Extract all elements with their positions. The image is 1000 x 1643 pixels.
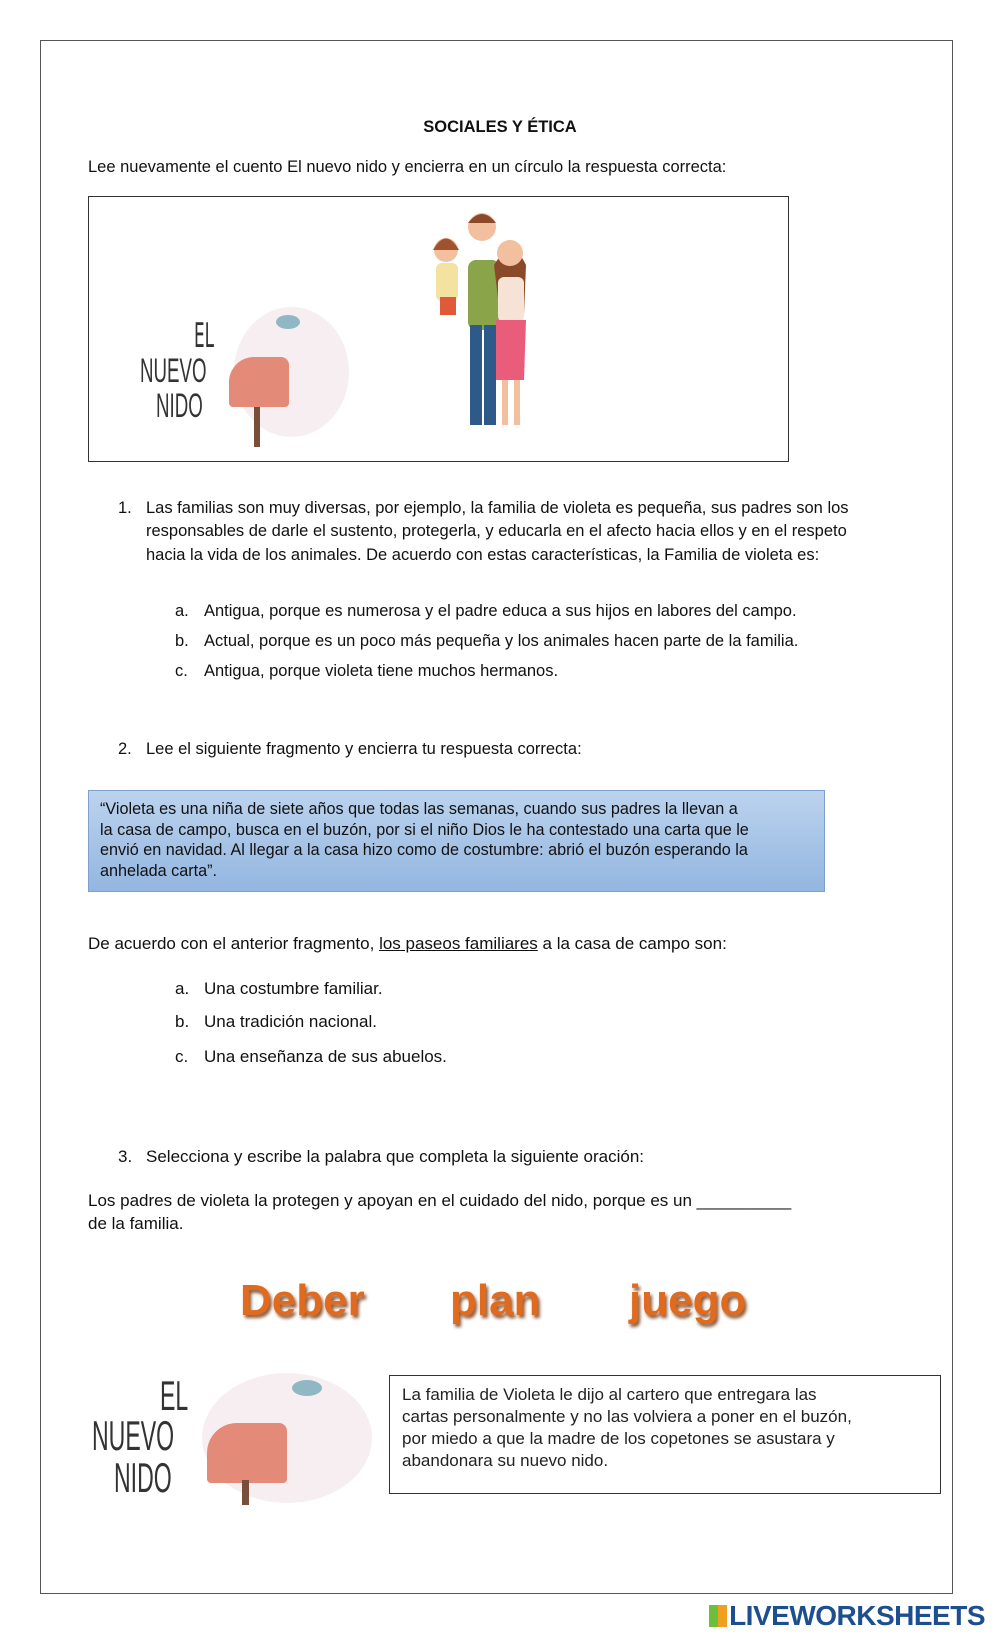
page-title: SOCIALES Y ÉTICA (423, 118, 577, 136)
quote-line: anhelada carta”. (100, 861, 217, 880)
liveworksheets-wordmark: LIVEWORKSHEETS (729, 1600, 985, 1631)
liveworksheets-cube-icon (709, 1605, 727, 1627)
question-1-number: 1. (118, 499, 132, 517)
family-illustration (424, 205, 534, 445)
summary-line: por miedo a que la madre de los copetones se asustara y (402, 1429, 835, 1448)
question-2-text: Lee el siguiente fragmento y encierra tu respuesta correcta: (146, 740, 582, 758)
question-1-line: hacia la vida de los animales. De acuerdo con estas características, la Familia de violeta es: (146, 546, 820, 564)
quote-line: la casa de campo, busca en el buzón, por si el niño Dios le ha contestado una carta que le (100, 820, 749, 839)
q1-option-c[interactable]: Antigua, porque violeta tiene muchos hermanos. (204, 662, 559, 680)
prompt-text: a la casa de campo son: (537, 934, 727, 953)
summary-line: cartas personalmente y no las volviera a poner en el buzón, (402, 1407, 852, 1426)
liveworksheets-logo (709, 1600, 985, 1632)
word-choice-juego[interactable]: juego (629, 1276, 747, 1325)
question-3-sentence[interactable]: Los padres de violeta la protegen y apoyan en el cuidado del nido, porque es un __________ (88, 1191, 792, 1210)
q1-option-b-letter: b. (175, 632, 189, 650)
q2-option-c-letter: c. (175, 1047, 189, 1066)
prompt-text: De acuerdo con el anterior fragmento, (88, 934, 380, 953)
q2-option-c[interactable]: Una enseñanza de sus abuelos. (204, 1047, 447, 1066)
q1-option-a[interactable]: Antigua, porque es numerosa y el padre educa a sus hijos en labores del campo. (204, 602, 797, 620)
intro-text: Lee nuevamente el cuento El nuevo nido y encierra en un círculo la respuesta correcta: (88, 158, 727, 176)
question-3-sentence-end: de la familia. (88, 1214, 184, 1233)
q2-option-b[interactable]: Una tradición nacional. (204, 1012, 377, 1031)
q1-option-a-letter: a. (175, 602, 189, 620)
question-3-text: Selecciona y escribe la palabra que completa la siguiente oración: (146, 1147, 645, 1166)
story-summary-box (389, 1375, 941, 1494)
question-1-line: responsables de darle el sustento, protegerla, y educarla en el afecto hacia ellos y en el respeto (146, 522, 847, 540)
q2-option-a[interactable]: Una costumbre familiar. (204, 979, 383, 998)
q2-option-a-letter: a. (175, 979, 190, 998)
summary-line: La familia de Violeta le dijo al cartero que entregara las (402, 1385, 817, 1404)
quote-line: envió en navidad. Al llegar a la casa hizo como de costumbre: abrió el buzón esperando la (100, 841, 748, 859)
prompt-underlined-text: los paseos familiares (379, 934, 538, 953)
word-choice-plan[interactable]: plan (450, 1276, 541, 1325)
question-2-prompt (88, 932, 727, 955)
el-nuevo-nido-logo-image: EL NUEVO NIDO (144, 297, 344, 447)
question-1-line: Las familias son muy diversas, por ejemplo, la familia de violeta es pequeña, sus padres son los (146, 499, 849, 517)
question-3-number: 3. (118, 1147, 133, 1166)
question-2-number: 2. (118, 740, 132, 758)
q1-option-b[interactable]: Actual, porque es un poco más pequeña y los animales hacen parte de la familia. (204, 632, 799, 650)
story-fragment-quote (88, 790, 825, 892)
summary-line: abandonara su nuevo nido. (402, 1451, 609, 1470)
story-illustration-box (88, 196, 789, 462)
el-nuevo-nido-logo-image: EL NUEVO NIDO (92, 1368, 377, 1503)
word-choice-deber[interactable]: Deber (240, 1276, 365, 1325)
q2-option-b-letter: b. (175, 1012, 190, 1031)
quote-line: “Violeta es una niña de siete años que todas las semanas, cuando sus padres la llevan a (100, 800, 738, 818)
q1-option-c-letter: c. (175, 662, 188, 680)
